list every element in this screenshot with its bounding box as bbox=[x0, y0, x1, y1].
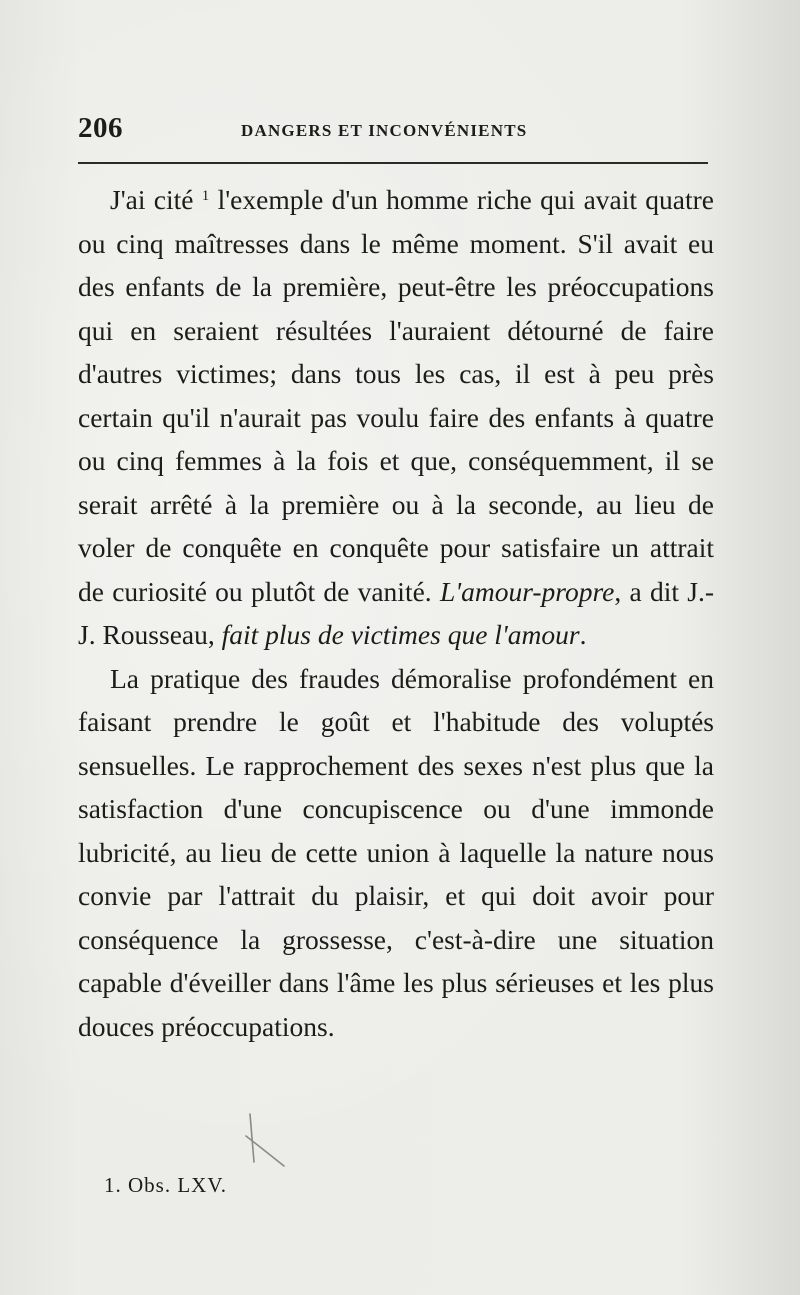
quotation-amour-propre: L'amour-propre bbox=[439, 575, 615, 607]
paragraph-1 bbox=[78, 178, 714, 657]
quotation-victimes: fait plus de victimes que l'amour bbox=[221, 619, 580, 650]
paragraph-1-part-1: J'ai cité bbox=[110, 184, 194, 215]
footnote: 1. Obs. LXV. bbox=[104, 1173, 228, 1197]
footnote-reference: 1 bbox=[201, 188, 210, 204]
running-head: DANGERS ET INCONVÉNIENTS bbox=[241, 121, 528, 140]
page-number: 206 bbox=[78, 112, 123, 144]
paragraph-1-part-2: l'exemple d'un homme riche qui avait quatre ou cinq maîtresses dans le même moment. S'il avait eu des enfants de la première, peut-être les préoccupations qui en seraient résultées l'auraient détourné de faire d'autres victimes; dans tous les cas, il est à peu près certain qu'il n'aurait pas voulu faire des enfants à quatre ou cinq femmes à la fois et que, conséquemment, il se serait arrêté à la première ou à la seconde, au lieu de voler de conquête en conquête pour satisfaire un attrait de curiosité ou plutôt de vanité. bbox=[78, 184, 715, 607]
paragraph-1-part-4: . bbox=[579, 619, 587, 650]
paragraph-2: La pratique des fraudes démoralise profondément en faisant prendre le goût et l'habitude des voluptés sensuelles. Le rapprochement des sexes n'est plus que la satisfaction d'une concupiscence ou d'une immonde lubricité, au lieu de cette union à laquelle la nature nous convie par l'attrait du plaisir, et qui doit avoir pour conséquence la grossesse, c'est-à-dire une situation capable d'éveiller dans l'âme les plus sérieuses et les plus douces préoccupations. bbox=[78, 662, 714, 1042]
pencil-mark bbox=[244, 1110, 292, 1168]
page-header bbox=[78, 112, 708, 152]
header-rule bbox=[78, 162, 708, 164]
paragraph-1-part-3: , a dit J.-J. Rousseau, bbox=[78, 575, 714, 650]
body-text bbox=[78, 178, 714, 1048]
